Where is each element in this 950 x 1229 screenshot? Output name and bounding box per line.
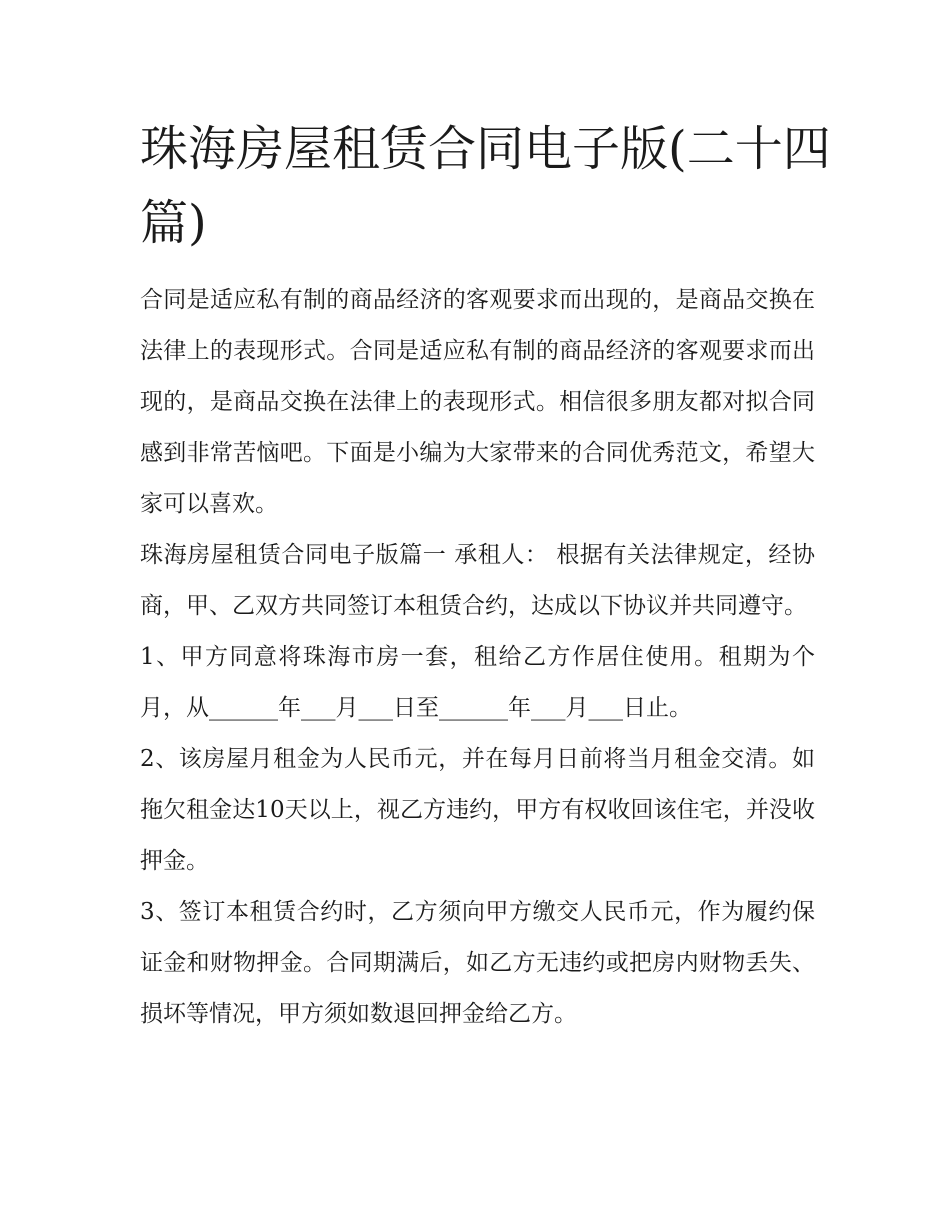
document-body — [140, 275, 815, 1040]
paragraph-clause-1: 1、甲方同意将珠海市房一套，租给乙方作居住使用。租期为个月，从______年___月___日至______年___月___日止。 — [140, 644, 815, 721]
paragraph-clause-3: 3、签订本租赁合约时，乙方须向甲方缴交人民币元，作为履约保证金和财物押金。合同期满后，如乙方无违约或把房内财物丢失、损坏等情况，甲方须如数退回押金给乙方。 — [140, 899, 815, 1027]
paragraph-clause-2: 2、该房屋月租金为人民币元，并在每月日前将当月租金交清。如拖欠租金达10天以上，视乙方违约，甲方有权收回该住宅，并没收押金。 — [140, 746, 815, 874]
paragraph-intro: 合同是适应私有制的商品经济的客观要求而出现的，是商品交换在法律上的表现形式。合同是适应私有制的商品经济的客观要求而出现的，是商品交换在法律上的表现形式。相信很多朋友都对拟合同感到非常苦恼吧。下面是小编为大家带来的合同优秀范文，希望大家可以喜欢。 — [140, 287, 815, 517]
document-title: 珠海房屋租赁合同电子版(二十四篇) — [140, 121, 831, 251]
paragraph-contract-preamble: 珠海房屋租赁合同电子版篇一 承租人： 根据有关法律规定，经协商，甲、乙双方共同签订本租赁合约，达成以下协议并共同遵守。 — [140, 542, 815, 619]
